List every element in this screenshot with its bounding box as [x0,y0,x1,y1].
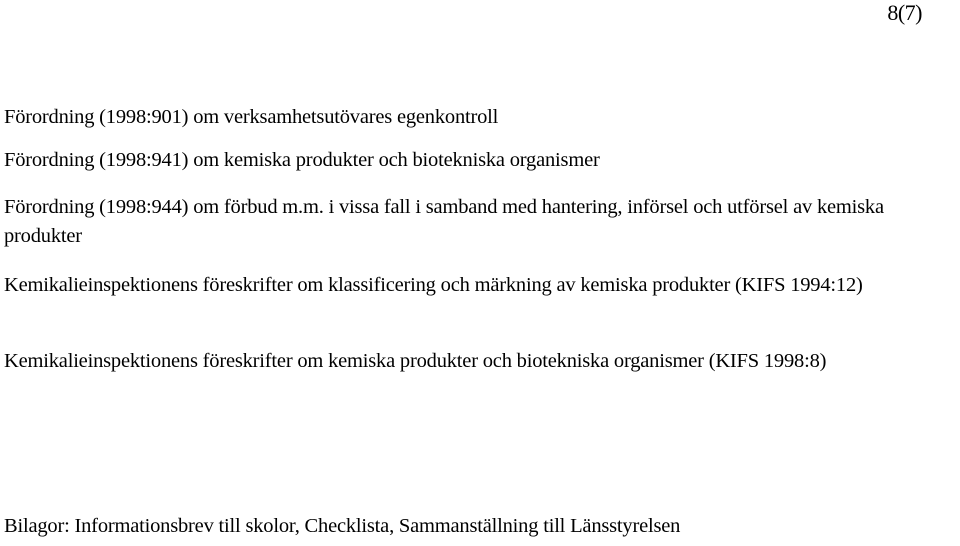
attachments-line: Bilagor: Informationsbrev till skolor, Checklista, Sammanställning till Länsstyrelsen [4,515,681,537]
regulation-item: Förordning (1998:944) om förbud m.m. i vissa fall i samband med hantering, införsel och utförsel av kemiska produkter [4,196,884,247]
page-number: 8(7) [887,0,922,25]
regulation-item: Förordning (1998:941) om kemiska produkter och biotekniska organismer [4,149,600,171]
regulation-item: Kemikalieinspektionens föreskrifter om klassificering och märkning av kemiska produkter (KIFS 1994:12) [4,274,863,296]
regulation-item: Förordning (1998:901) om verksamhetsutövares egenkontroll [4,106,499,128]
regulation-item: Kemikalieinspektionens föreskrifter om kemiska produkter och biotekniska organismer (KIFS 1998:8) [4,350,827,372]
